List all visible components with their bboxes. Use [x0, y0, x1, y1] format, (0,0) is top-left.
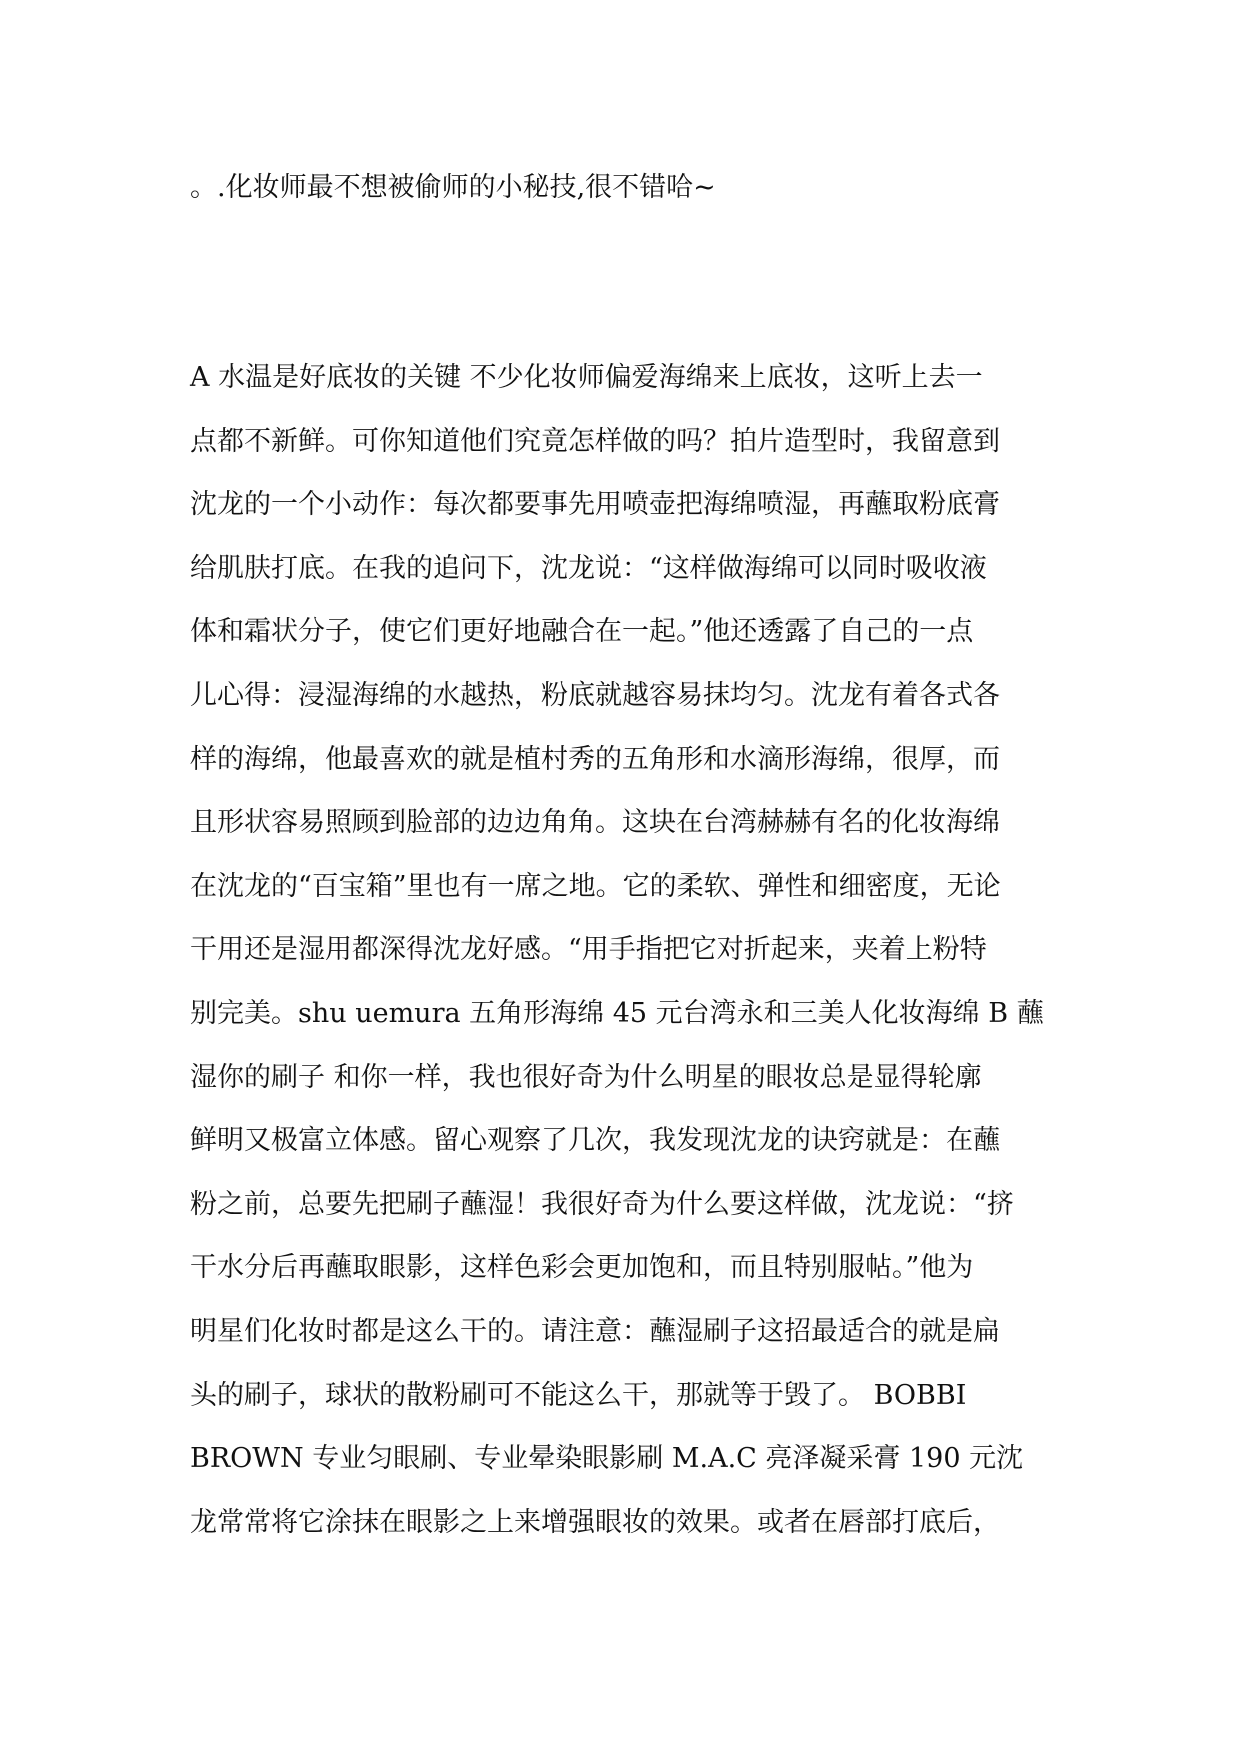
- paragraph-line: 干水分后再蘸取眼影，这样色彩会更加饱和，而且特别服帖。”他为: [190, 1252, 974, 1284]
- paragraph-line: A 水温是好底妆的关键 不少化妆师偏爱海绵来上底妆，这听上去一: [190, 362, 983, 393]
- paragraph-line: 龙常常将它涂抹在眼影之上来增强眼妆的效果。或者在唇部打底后，: [190, 1506, 1000, 1538]
- paragraph-line: 在沈龙的“百宝箱”里也有一席之地。它的柔软、弹性和细密度，无论: [190, 870, 1001, 902]
- paragraph-line: 给肌肤打底。在我的追问下，沈龙说：“这样做海绵可以同时吸收液: [190, 552, 987, 584]
- paragraph-line: BROWN 专业匀眼刷、专业晕染眼影刷 M.A.C 亮泽凝采膏 190 元沈: [190, 1443, 1024, 1475]
- paragraph-line: 湿你的刷子 和你一样，我也很好奇为什么明星的眼妆总是显得轮廓: [190, 1061, 982, 1093]
- paragraph-line: 点都不新鲜。可你知道他们究竟怎样做的吗？拍片造型时，我留意到: [190, 425, 1000, 457]
- paragraph-line: 沈龙的一个小动作：每次都要事先用喷壶把海绵喷湿，再蘸取粉底膏: [190, 489, 1000, 521]
- paragraph-line: 明星们化妆时都是这么干的。请注意：蘸湿刷子这招最适合的就是扁: [190, 1315, 1000, 1347]
- paragraph-line: 头的刷子，球状的散粉刷可不能这么干，那就等于毁了。 BOBBI: [190, 1379, 967, 1411]
- document-body: [190, 360, 1070, 1568]
- paragraph-line: 体和霜状分子，使它们更好地融合在一起。”他还透露了自己的一点: [190, 616, 974, 648]
- paragraph-line: 样的海绵，他最喜欢的就是植村秀的五角形和水滴形海绵，很厚，而: [190, 743, 1000, 775]
- paragraph-line: 儿心得：浸湿海绵的水越热，粉底就越容易抹均匀。沈龙有着各式各: [190, 679, 1000, 711]
- paragraph-line: 粉之前，总要先把刷子蘸湿！我很好奇为什么要这样做，沈龙说：“挤: [190, 1188, 1014, 1220]
- document-title: 。.化妆师最不想被偷师的小秘技,很不错哈~: [190, 172, 716, 203]
- paragraph-line: 鲜明又极富立体感。留心观察了几次，我发现沈龙的诀窍就是：在蘸: [190, 1125, 1000, 1157]
- paragraph-line: 且形状容易照顾到脸部的边边角角。这块在台湾赫赫有名的化妆海绵: [190, 807, 1000, 839]
- paragraph-line: 别完美。shu uemura 五角形海绵 45 元台湾永和三美人化妆海绵 B 蘸: [190, 997, 1044, 1029]
- paragraph-line: 干用还是湿用都深得沈龙好感。“用手指把它对折起来，夹着上粉特: [190, 934, 987, 966]
